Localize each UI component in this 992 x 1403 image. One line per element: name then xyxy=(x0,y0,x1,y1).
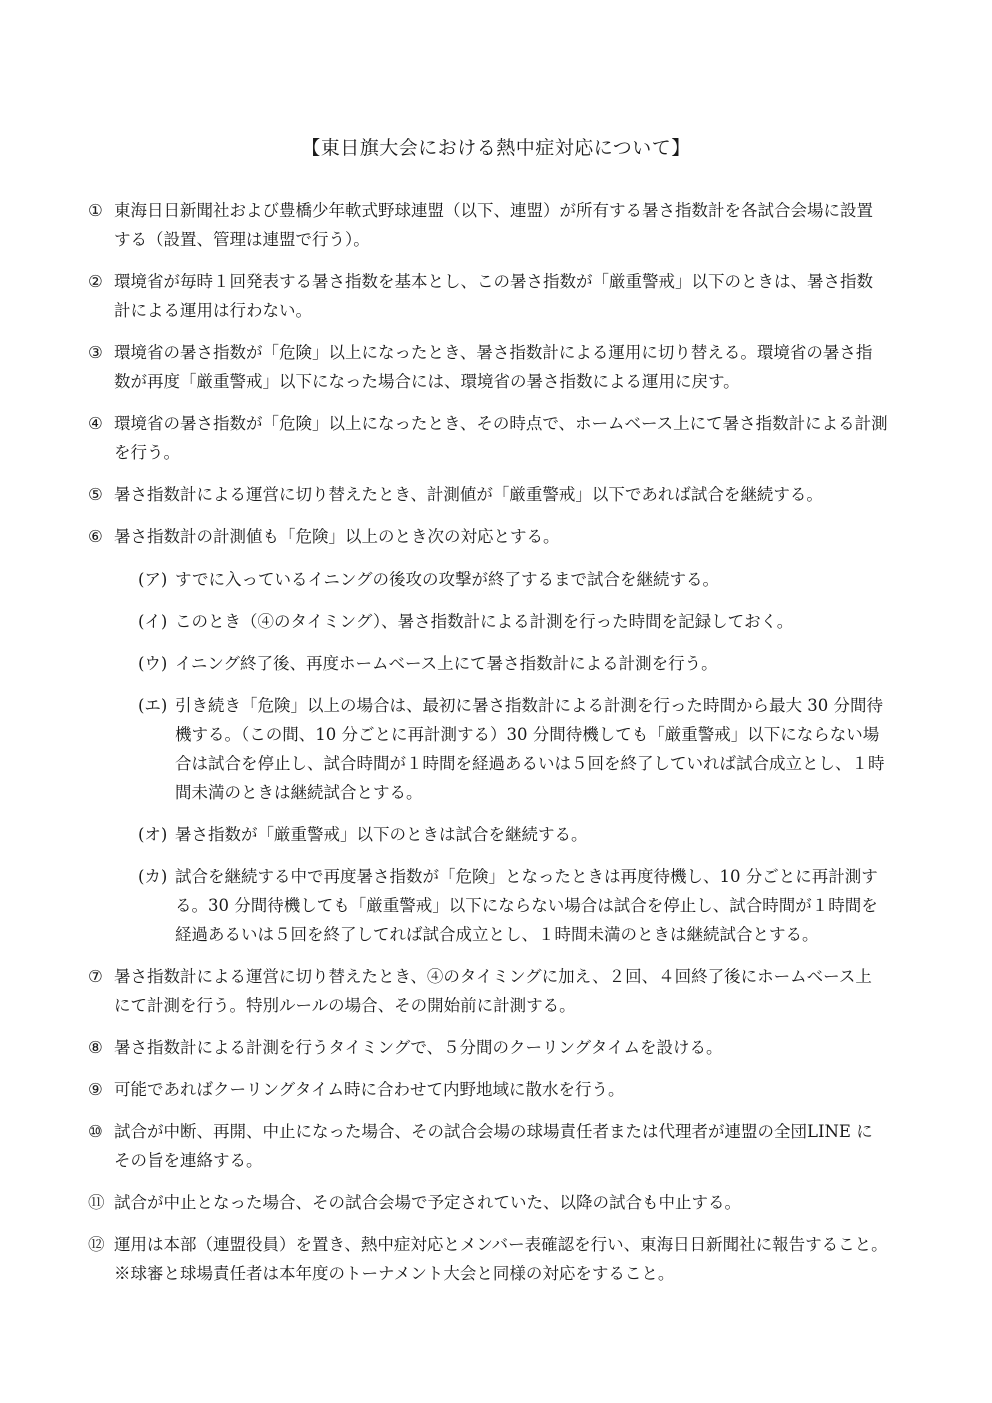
rule-item-12 xyxy=(88,1230,888,1288)
rule-text: 東海日日新聞社および豊橋少年軟式野球連盟（以下、連盟）が所有する暑さ指数計を各試合会場に設置する（設置、管理は連盟で行う）。 xyxy=(114,201,873,249)
rule-text: 環境省の暑さ指数が「危険」以上になったとき、その時点で、ホームベース上にて暑さ指数計による計測を行う。 xyxy=(114,414,888,462)
sub-rule-mark: (ウ) xyxy=(138,654,168,673)
sub-rule-a xyxy=(114,565,888,594)
sub-rule-o xyxy=(114,820,888,849)
rule-number: ⑫ xyxy=(88,1235,105,1254)
rule-number: ⑪ xyxy=(88,1193,105,1212)
sub-rule-text: このとき（④のタイミング）、暑さ指数計による計測を行った時間を記録しておく。 xyxy=(175,612,794,631)
rule-item-4 xyxy=(88,409,888,467)
rule-item-8 xyxy=(88,1033,888,1062)
rule-text: 環境省が毎時１回発表する暑さ指数を基本とし、この暑さ指数が「厳重警戒」以下のときは、暑さ指数計による運用は行わない。 xyxy=(114,272,873,320)
rule-number: ③ xyxy=(88,343,103,362)
rule-number: ① xyxy=(88,201,103,220)
sub-rule-text: すでに入っているイニングの後攻の攻撃が終了するまで試合を継続する。 xyxy=(175,570,720,589)
document-title: 【東日旗大会における熱中症対応について】 xyxy=(301,137,691,159)
sub-rule-mark: (カ) xyxy=(138,867,168,886)
rule-number: ⑩ xyxy=(88,1122,103,1141)
sub-rule-mark: (オ) xyxy=(138,825,168,844)
sub-rule-text: イニング終了後、再度ホームベース上にて暑さ指数計による計測を行う。 xyxy=(175,654,718,673)
sub-rule-mark: (エ) xyxy=(138,696,168,715)
rule-number: ⑤ xyxy=(88,485,103,504)
rule-text: 暑さ指数計による運営に切り替えたとき、計測値が「厳重警戒」以下であれば試合を継続する。 xyxy=(114,485,823,504)
sub-rule-mark: (ア) xyxy=(138,570,168,589)
sub-rule-e xyxy=(114,691,888,807)
sub-rule-mark: (イ) xyxy=(138,612,168,631)
rule-item-10 xyxy=(88,1117,888,1175)
rule-text: 試合が中断、再開、中止になった場合、その試合会場の球場責任者または代理者が連盟の全団LINE にその旨を連絡する。 xyxy=(114,1122,873,1170)
rule-number: ⑥ xyxy=(88,527,103,546)
rule-item-6 xyxy=(88,522,888,949)
rule-item-11 xyxy=(88,1188,888,1217)
rule-item-5 xyxy=(88,480,888,509)
sub-rule-text: 暑さ指数が「厳重警戒」以下のときは試合を継続する。 xyxy=(175,825,588,844)
rule-number: ④ xyxy=(88,414,103,433)
rule-text: 暑さ指数計による計測を行うタイミングで、５分間のクーリングタイムを設ける。 xyxy=(114,1038,723,1057)
sub-rule-text: 試合を継続する中で再度暑さ指数が「危険」となったときは再度待機し、10 分ごとに再計測する。30 分間待機しても「厳重警戒」以下にならない場合は試合を停止し、試合時間が１時間を経過あるいは５回を終了してれば試合成立とし、１時間未満のときは継続試合とする。 xyxy=(175,867,878,944)
rule-item-3 xyxy=(88,338,888,396)
rule-text: 環境省の暑さ指数が「危険」以上になったとき、暑さ指数計による運用に切り替える。環境省の暑さ指数が再度「厳重警戒」以下になった場合には、環境省の暑さ指数による運用に戻す。 xyxy=(114,343,873,391)
rule-number: ⑦ xyxy=(88,967,103,986)
rule-text: 可能であればクーリングタイム時に合わせて内野地域に散水を行う。 xyxy=(114,1080,625,1099)
rule-item-1 xyxy=(88,196,888,254)
rule-item-9 xyxy=(88,1075,888,1104)
rule-text: 暑さ指数計の計測値も「危険」以上のとき次の対応とする。 xyxy=(114,527,560,546)
rule-text: 運用は本部（連盟役員）を置き、熱中症対応とメンバー表確認を行い、東海日日新聞社に報告すること。※球審と球場責任者は本年度のトーナメント大会と同様の対応をすること。 xyxy=(114,1235,888,1283)
sub-rule-u xyxy=(114,649,888,678)
rule-item-7 xyxy=(88,962,888,1020)
rules-list xyxy=(88,196,888,1301)
rule-item-2 xyxy=(88,267,888,325)
sub-rule-text: 引き続き「危険」以上の場合は、最初に暑さ指数計による計測を行った時間から最大 30 分間待機する。（この間、10 分ごとに再計測する）30 分間待機しても「厳重警戒」以下にならない場合は試合を停止し、試合時間が１時間を経過あるいは５回を終了していれば試合成立とし、１時間未満のときは継続試合とする。 xyxy=(175,696,885,802)
rule-number: ② xyxy=(88,272,103,291)
rule-number: ⑨ xyxy=(88,1080,103,1099)
rule-text: 試合が中止となった場合、その試合会場で予定されていた、以降の試合も中止する。 xyxy=(114,1193,741,1212)
rule-text: 暑さ指数計による運営に切り替えたとき、④のタイミングに加え、２回、４回終了後にホームベース上にて計測を行う。特別ルールの場合、その開始前に計測する。 xyxy=(114,967,872,1015)
sub-rules-list xyxy=(114,565,888,949)
sub-rule-ka xyxy=(114,862,888,949)
sub-rule-i xyxy=(114,607,888,636)
rule-number: ⑧ xyxy=(88,1038,103,1057)
